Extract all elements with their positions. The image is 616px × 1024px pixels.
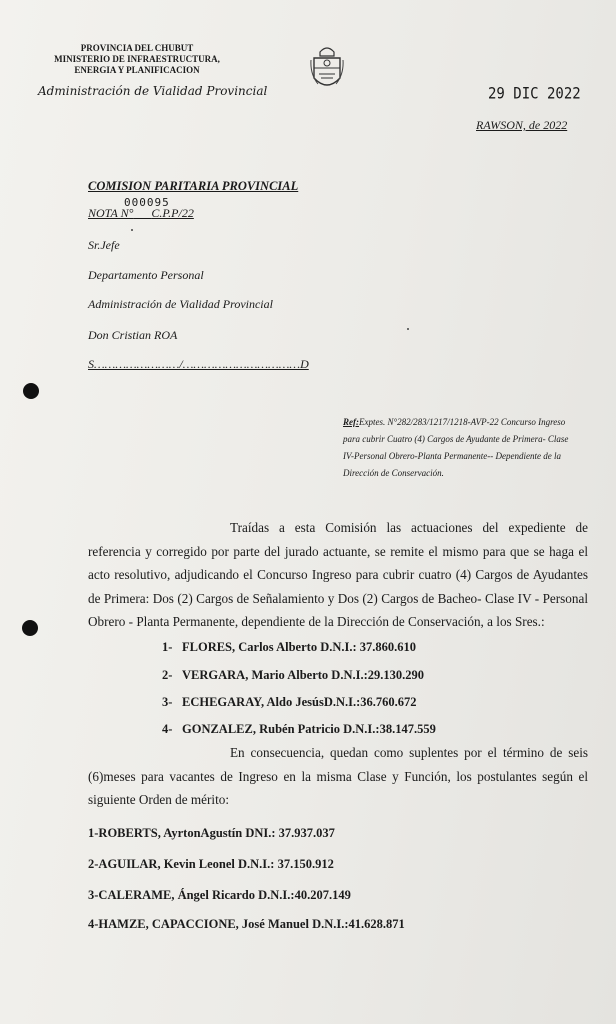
hired-name: FLORES, Carlos Alberto D.N.I.: 37.860.610	[182, 640, 417, 654]
header-energy: ENERGIA Y PLANIFICACION	[74, 65, 200, 75]
nota-number: 000095	[124, 196, 170, 209]
reference-text: Exptes. N°282/283/1217/1218-AVP-22 Concurso Ingreso para cubrir Cuatro (4) Cargos de Ayudante de Primera- Clase IV-Personal Obrero-Planta Permanente-- Dependiente de la Dirección de Conservación.	[343, 417, 569, 478]
received-date-stamp: 29 DIC 2022	[488, 84, 581, 104]
consequence-paragraph	[88, 741, 588, 812]
sd-line: S……………………/……………………………D	[88, 357, 309, 371]
nota-label: NOTA N°	[88, 206, 134, 220]
merit-item: 1-ROBERTS, AyrtonAgustín DNI.: 37.937.037	[88, 826, 335, 840]
main-paragraph-text: Traídas a esta Comisión las actuaciones del expediente de referencia y corregido por parte del jurado actuante, se remite el mismo para que se haga el acto resolutivo, adjudicando el Concurso Ingreso para cubrir cuatro (4) Cargos de Ayudantes de Primera: Dos (2) Cargos de Señalamiento y Dos (2) Cargos de Bacheo- Clase IV - Personal Obrero - Planta Permanente, dependiente de la Dirección de Conservación, a los Sres.:	[88, 520, 588, 629]
hired-number: 4-	[162, 722, 173, 736]
hired-item	[162, 695, 417, 710]
hired-number: 1-	[162, 640, 173, 654]
hired-number: 3-	[162, 695, 173, 709]
hired-name: ECHEGARAY, Aldo JesúsD.N.I.:36.760.672	[182, 695, 417, 709]
reference-label: Ref:	[343, 417, 359, 427]
header-administration: Administración de Vialidad Provincial	[38, 84, 268, 98]
consequence-paragraph-text: En consecuencia, quedan como suplentes por el término de seis (6)meses para vacantes de Ingreso en la misma Clase y Función, los postulantes según el siguiente Orden de mérito:	[88, 745, 588, 807]
main-paragraph	[88, 516, 588, 634]
header-ministry: MINISTERIO DE INFRAESTRUCTURA,	[54, 54, 220, 64]
merit-item: 4-HAMZE, CAPACCIONE, José Manuel D.N.I.:41.628.871	[88, 917, 405, 931]
nota-line	[88, 206, 194, 221]
hired-item	[162, 722, 436, 737]
hired-name: VERGARA, Mario Alberto D.N.I.:29.130.290	[182, 668, 424, 682]
merit-item: 2-AGUILAR, Kevin Leonel D.N.I.: 37.150.912	[88, 857, 334, 871]
addressee-department: Departamento Personal	[88, 268, 204, 282]
addressee-title: Sr.Jefe	[88, 238, 120, 252]
speck	[407, 328, 409, 330]
punch-hole	[23, 383, 39, 399]
addressee-name: Don Cristian ROA	[88, 328, 178, 342]
speck	[131, 229, 133, 231]
punch-hole	[22, 620, 38, 636]
nota-suffix: C.P.P/22	[151, 206, 194, 220]
place-date: RAWSON, de 2022	[476, 118, 568, 132]
hired-name: GONZALEZ, Rubén Patricio D.N.I.:38.147.559	[182, 722, 436, 736]
commission-title: COMISION PARITARIA PROVINCIAL	[88, 179, 299, 193]
reference-block	[343, 414, 578, 482]
header-province: PROVINCIA DEL CHUBUT	[80, 43, 194, 53]
coat-of-arms-icon	[310, 44, 344, 94]
hired-item	[162, 668, 424, 683]
merit-item: 3-CALERAME, Ángel Ricardo D.N.I.:40.207.149	[88, 888, 351, 902]
addressee-administration: Administración de Vialidad Provincial	[88, 297, 273, 311]
hired-item	[162, 640, 416, 655]
hired-number: 2-	[162, 668, 173, 682]
